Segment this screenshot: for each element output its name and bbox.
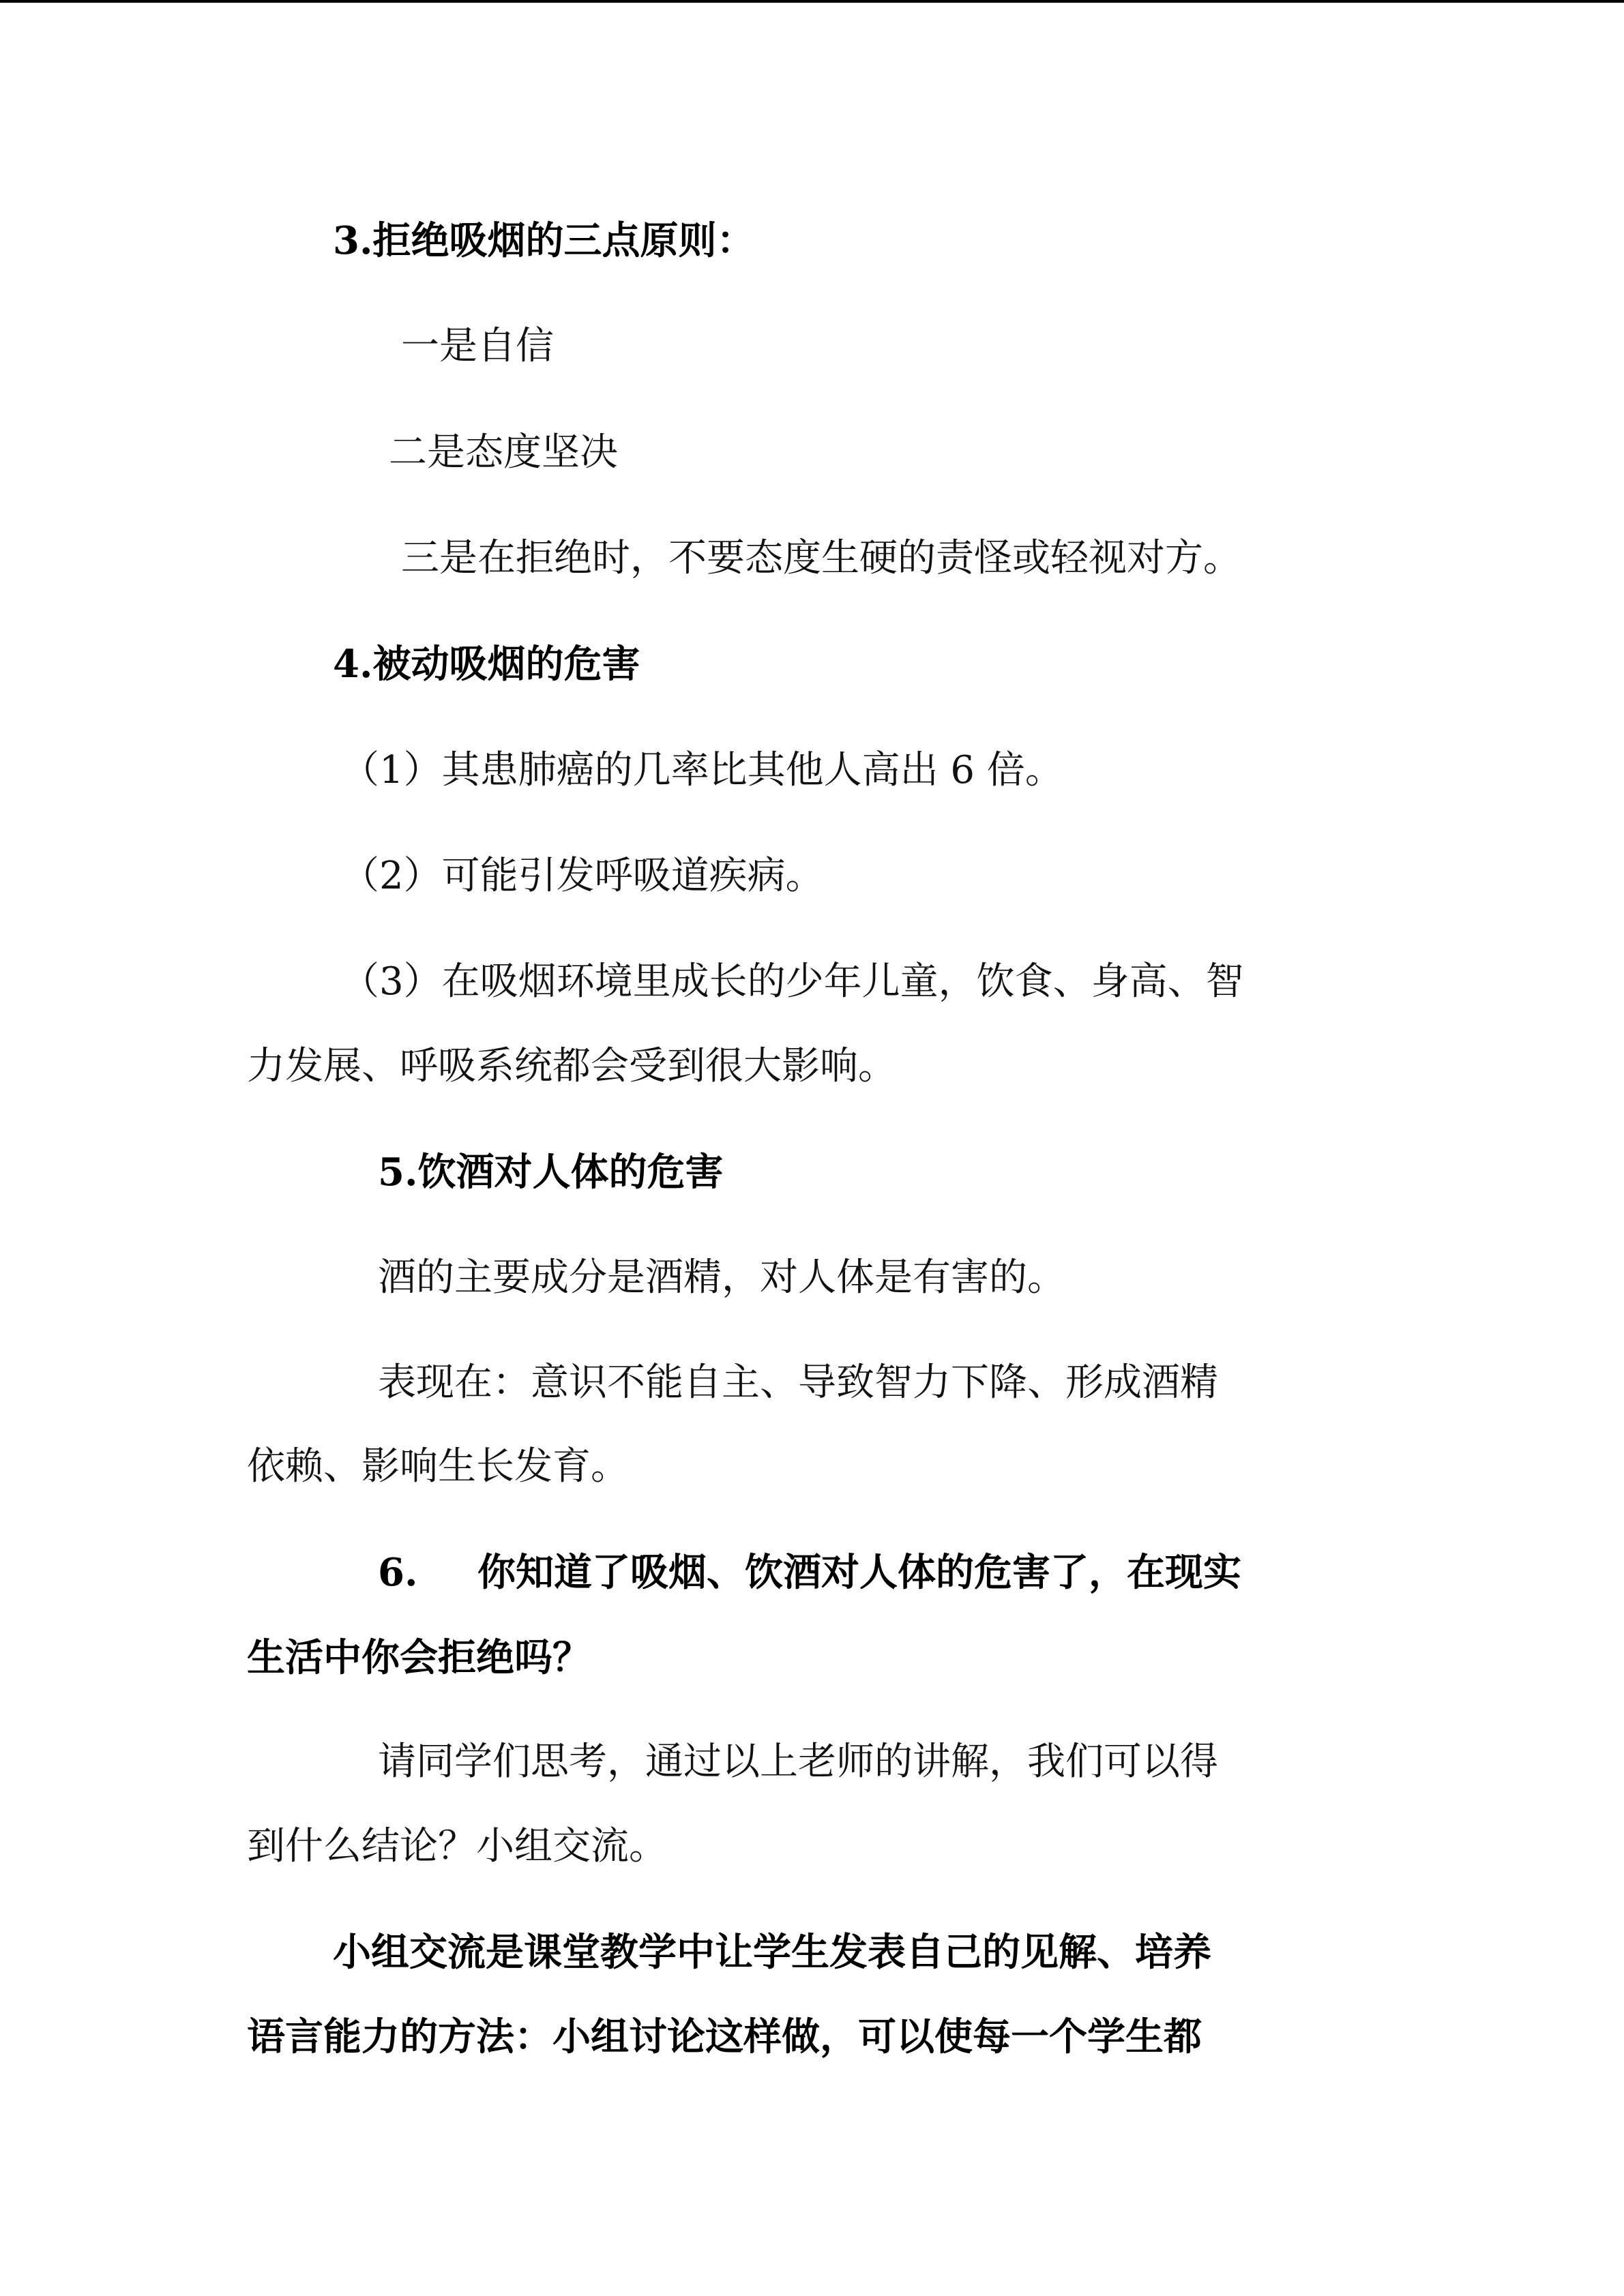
discussion-line-2: 到什么结论？小组交流。 — [247, 1824, 667, 1868]
heading-6-line-2: 生活中你会拒绝吗？ — [247, 1635, 591, 1680]
heading-6-line-1: 你知道了吸烟、饮酒对人体的危害了，在现实 — [477, 1550, 1241, 1595]
principle-3: 三是在拒绝时，不要态度生硬的责怪或轻视对方。 — [401, 536, 1241, 580]
group-exchange-line-2: 语言能力的方法：小组讨论这样做，可以使每一个学生都 — [247, 2014, 1202, 2059]
alcohol-effects-line-1: 表现在：意识不能自主、导致智力下降、形成酒精 — [378, 1360, 1218, 1405]
group-exchange-line-1: 小组交流是课堂教学中让学生发表自己的见解、培养 — [333, 1930, 1211, 1975]
heading-3: 3.拒绝吸烟的三点原则： — [333, 218, 755, 263]
principle-1: 一是自信 — [401, 324, 554, 368]
harm-item-1: （1）其患肺癌的几率比其他人高出 6 倍。 — [341, 748, 1063, 792]
heading-4: 4.被动吸烟的危害 — [333, 642, 640, 687]
principle-2: 二是态度坚决 — [389, 430, 618, 475]
heading-5: 5.饮酒对人体的危害 — [378, 1150, 724, 1195]
harm-item-2: （2）可能引发呼吸道疾病。 — [341, 854, 824, 898]
harm-item-3-line-1: （3）在吸烟环境里成长的少年儿童，饮食、身高、智 — [341, 959, 1244, 1004]
discussion-line-1: 请同学们思考，通过以上老师的讲解，我们可以得 — [378, 1740, 1218, 1784]
alcohol-effects-line-2: 依赖、影响生长发育。 — [247, 1444, 629, 1489]
top-border-line — [0, 0, 1624, 3]
harm-item-3-line-2: 力发展、呼吸系统都会受到很大影响。 — [247, 1044, 896, 1088]
alcohol-paragraph: 酒的主要成分是酒精，对人体是有害的。 — [378, 1255, 1065, 1300]
heading-6-number: 6. — [378, 1550, 418, 1595]
